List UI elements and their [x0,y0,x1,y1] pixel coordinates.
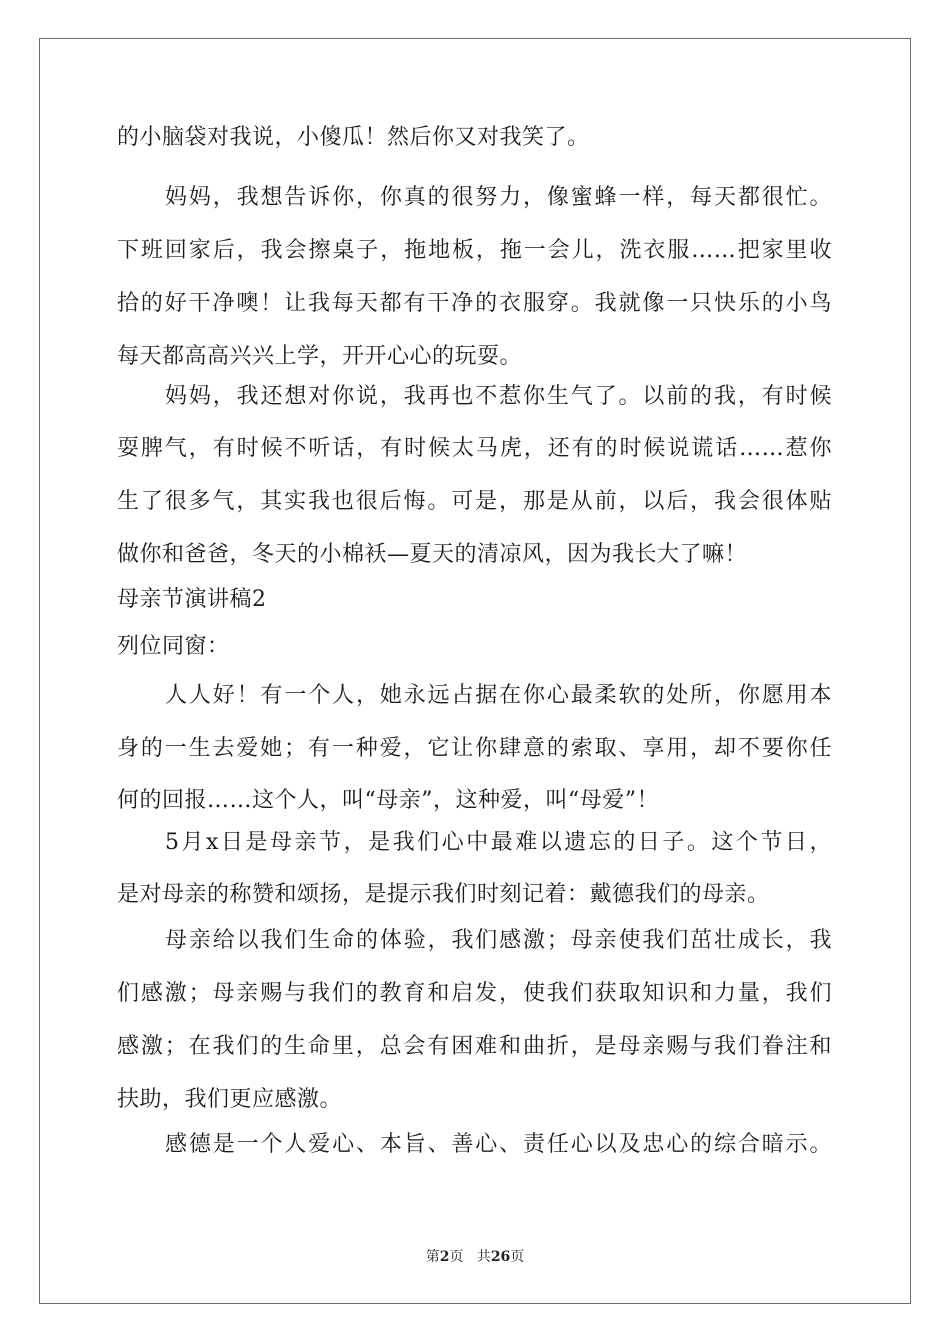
footer-prefix: 第 [425,1249,440,1265]
text-line: 生了很多气，其实我也很后悔。可是，那是从前，以后，我会很体贴 [117,489,832,514]
text-line: 感德是一个人爱心、本旨、善心、责任心以及忠心的综合暗示。 [165,1132,832,1157]
text-line: 妈妈，我想告诉你，你真的很努力，像蜜蜂一样，每天都很忙。 [165,185,832,210]
total-pages: 26 [490,1249,511,1265]
text-line: 感激；在我们的生命里，总会有困难和曲折，是母亲赐与我们眷注和 [117,1034,832,1059]
text-line: 们感激；母亲赐与我们的教育和启发，使我们获取知识和力量，我们 [117,981,832,1006]
text-line: 的小脑袋对我说，小傻瓜！然后你又对我笑了。 [117,125,590,150]
text-line: 人人好！有一个人，她永远占据在你心最柔软的处所，你愿用本 [165,683,832,708]
text-line: 耍脾气，有时候不听话，有时候太马虎，还有的时候说谎话……惹你 [117,436,832,461]
page-number: 2 [439,1249,450,1265]
text-line: 母亲给以我们生命的体验，我们感激；母亲使我们茁壮成长，我 [165,928,832,953]
section-heading: 母亲节演讲稿2 [117,587,267,612]
text-line: 5月x日是母亲节，是我们心中最难以遗忘的日子。这个节日， [165,830,833,855]
text-line: 是对母亲的称赞和颂扬，是提示我们时刻记着：戴德我们的母亲。 [117,882,770,907]
page-footer [0,1246,950,1266]
text-line: 何的回报……这个人，叫“母亲”，这种爱，叫“母爱”！ [117,788,659,813]
text-line: 妈妈，我还想对你说，我再也不惹你生气了。以前的我，有时候 [165,384,832,409]
footer-middle: 页 共 [449,1249,491,1265]
text-line: 扶助，我们更应感激。 [117,1087,343,1112]
text-line: 做你和爸爸，冬天的小棉袄—夏天的清凉风，因为我长大了嘛！ [117,542,748,567]
salutation: 列位同窗： [117,634,230,659]
text-line: 下班回家后，我会擦桌子，拖地板，拖一会儿，洗衣服……把家里收 [117,238,832,263]
text-line: 每天都高高兴兴上学，开开心心的玩耍。 [117,344,523,369]
text-line: 身的一生去爱她；有一种爱，它让你肆意的索取、享用，却不要你任 [117,736,832,761]
footer-suffix: 页 [510,1249,525,1265]
text-line: 拾的好干净噢！让我每天都有干净的衣服穿。我就像一只快乐的小鸟 [117,291,832,316]
